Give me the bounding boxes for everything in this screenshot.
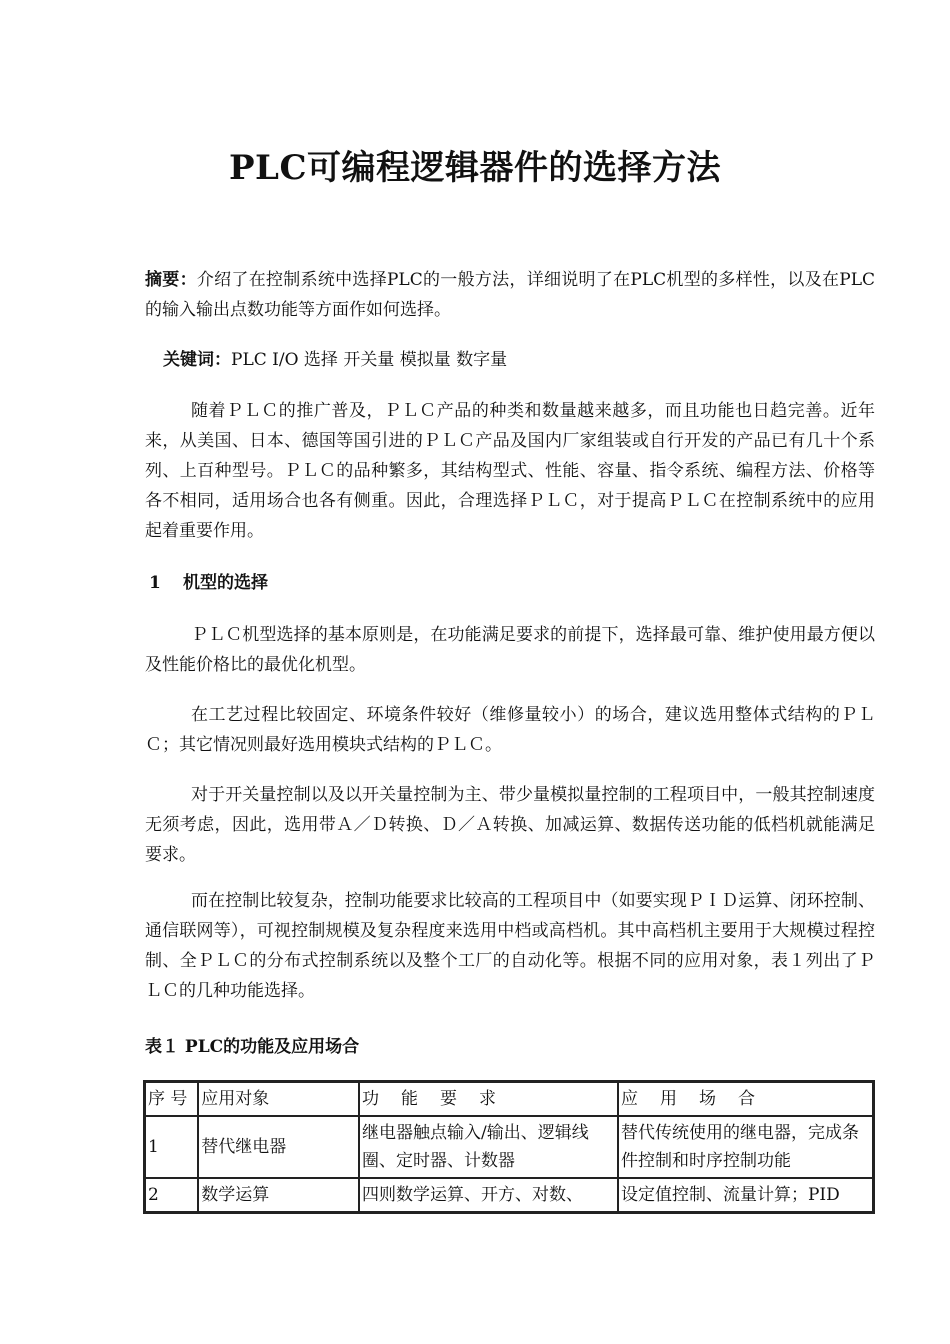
table-cell: 替代继电器: [198, 1116, 359, 1178]
keywords-line: [163, 345, 893, 375]
table-row: [145, 1178, 873, 1212]
table-cell: 四则数学运算、开方、对数、: [359, 1178, 618, 1212]
body-paragraph: ＰＬＣ机型选择的基本原则是，在功能满足要求的前提下，选择最可靠、维护使用最方便以及性能价格比的最优化机型。: [145, 625, 875, 675]
body-paragraph: 在工艺过程比较固定、环境条件较好（维修量较小）的场合，建议选用整体式结构的ＰＬＣ；其它情况则最好选用模块式结构的ＰＬＣ。: [145, 705, 875, 755]
function-table: [143, 1080, 875, 1214]
header-cell: 功能要求: [359, 1082, 618, 1116]
abstract-paragraph: [145, 265, 875, 325]
table-row: [145, 1116, 873, 1178]
body-paragraph: 而在控制比较复杂，控制功能要求比较高的工程项目中（如要实现ＰＩＤ运算、闭环控制、通信联网等），可视控制规模及复杂程度来选用中档或高档机。其中高档机主要用于大规模过程控制、全ＰＬＣ的分布式控制系统以及整个工厂的自动化等。根据不同的应用对象，表１列出了ＰＬＣ的几种功能选择。: [145, 891, 875, 1001]
section-number: 1: [149, 573, 161, 593]
document-title: PLC可编程逻辑器件的选择方法: [228, 148, 722, 188]
header-cell: 序 号: [145, 1082, 198, 1116]
table-cell: 2: [145, 1178, 198, 1212]
table-cell: 数学运算: [198, 1178, 359, 1212]
table-header-row: [145, 1082, 873, 1116]
body-paragraph: 对于开关量控制以及以开关量控制为主、带少量模拟量控制的工程项目中，一般其控制速度无须考虑，因此，选用带Ａ／Ｄ转换、Ｄ／Ａ转换、加减运算、数据传送功能的低档机就能满足要求。: [145, 785, 875, 865]
header-cell: 应用场合: [618, 1082, 873, 1116]
table-cell: 设定值控制、流量计算；PID: [618, 1178, 873, 1212]
intro-paragraph: 随着ＰＬＣ的推广普及，ＰＬＣ产品的种类和数量越来越多，而且功能也日趋完善。近年来，从美国、日本、德国等国引进的ＰＬＣ产品及国内厂家组装或自行开发的产品已有几十个系列、上百种型号。ＰＬＣ的品种繁多，其结构型式、性能、容量、指令系统、编程方法、价格等各不相同，适用场合也各有侧重。因此，合理选择ＰＬＣ，对于提高ＰＬＣ在控制系统中的应用起着重要作用。: [145, 401, 875, 541]
table-cell: 替代传统使用的继电器，完成条件控制和时序控制功能: [618, 1116, 873, 1178]
keywords-label: 关键词：: [163, 350, 231, 370]
header-cell: 应用对象: [198, 1082, 359, 1116]
table-cell: 继电器触点输入/输出、逻辑线圈、定时器、计数器: [359, 1116, 618, 1178]
table-cell: 1: [145, 1116, 198, 1178]
section-title: 机型的选择: [183, 573, 268, 593]
abstract-label: 摘要：: [145, 270, 197, 290]
table-caption: 表１ PLC的功能及应用场合: [145, 1037, 360, 1057]
abstract-text: 介绍了在控制系统中选择PLC的一般方法，详细说明了在PLC机型的多样性，以及在PLC的输入输出点数功能等方面作如何选择。: [145, 270, 876, 320]
section-heading: [145, 568, 875, 598]
keywords-text: PLC I/O 选择 开关量 模拟量 数字量: [231, 350, 508, 370]
